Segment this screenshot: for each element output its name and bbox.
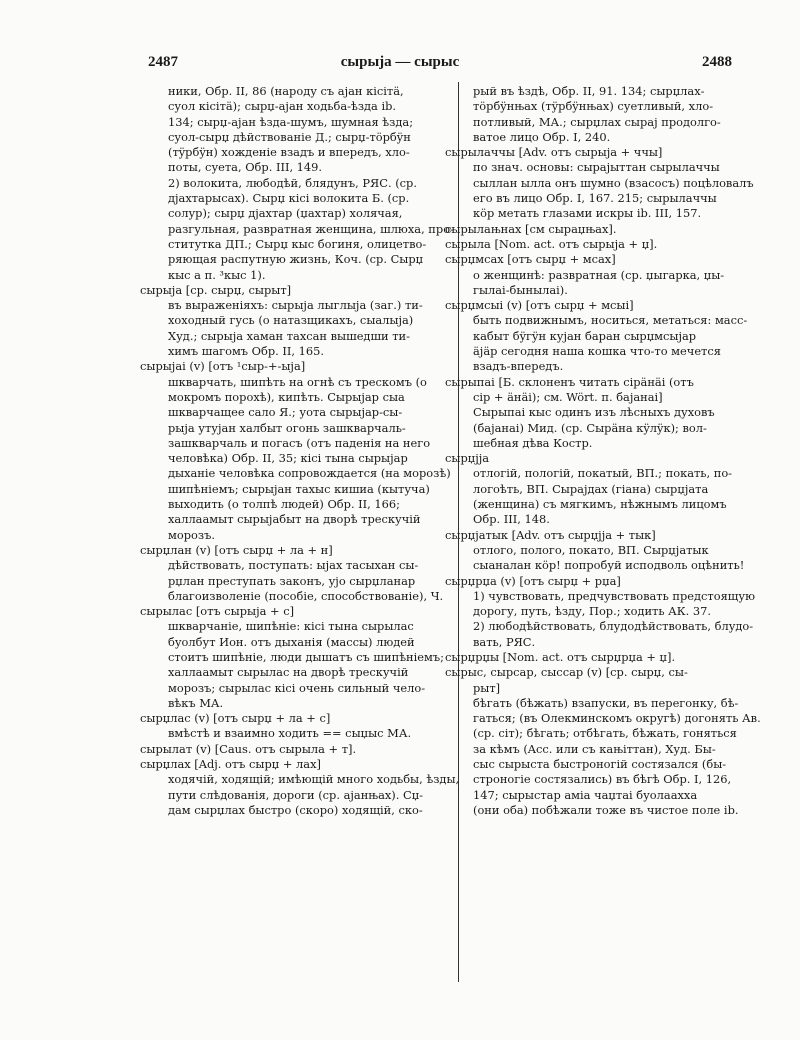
text-line: сырыпаi [Б. склоненъ читать сiрäнäi (отъ <box>445 374 694 389</box>
text-line: сырыја [ср. сырџ, сырыт] <box>140 282 292 297</box>
text-line: ходячiй, ходящiй; имѣющiй много ходьбы, ѣзды, <box>168 772 460 787</box>
text-line: халлаамыт сырыјабыт на дворѣ трескучiй <box>168 512 421 527</box>
text-line: (женщина) съ мягкимъ, нѣжнымъ лицомъ <box>473 497 727 512</box>
text-line: ряющая распутную жизнь, Коч. (ср. Сырџ <box>168 252 424 267</box>
text-line: шкварчать, шипѣть на огнѣ съ трескомъ (о <box>168 374 427 389</box>
text-line: гылаi-бынылаi). <box>473 282 568 297</box>
text-line: кабыт бÿгÿн кујан баран сырџмсыјар <box>473 328 697 343</box>
text-line: 147; сырыстар амiа чаџтаi буолаахха <box>473 787 698 802</box>
text-line: рыја утујан халбыт огонь зашкварчаль- <box>168 420 406 435</box>
text-line: морозъ. <box>168 527 215 542</box>
text-line: ститутка ДП.; Сырџ кыс богиня, олицетво- <box>168 236 427 251</box>
text-line: шкварчанiе, шипѣнiе: кiсi тына сырылас <box>168 619 414 634</box>
text-line: стоитъ шипѣнiе, люди дышатъ съ шипѣнiемъ; <box>168 649 444 664</box>
text-line: отлого, полого, покато, ВП. Сырџјатык <box>473 542 709 557</box>
text-line: сырџмсах [отъ сырџ + мсах] <box>445 252 616 267</box>
text-line: дјахтарысах). Сырџ кiсi волокита Б. (ср. <box>168 191 410 206</box>
text-line: суол кiсiтä); сырџ-ајан ходьба-ѣзда ib. <box>168 99 397 114</box>
text-line: сыаналан кöр! попробуй исподволь оцѣнить! <box>473 558 745 573</box>
text-line: сырџјатык [Adv. отъ сырџјја + тык] <box>445 527 656 542</box>
text-line: сырыс, сырсар, сыссар (v) [ср. сырџ, сы- <box>445 665 688 680</box>
text-line: рџлан преступать законъ, ујо сырџланар <box>168 573 416 588</box>
text-line: Сырыпаi кыс одинъ изъ лѣсныхъ духовъ <box>473 405 715 420</box>
right-page-number: 2488 <box>702 54 732 70</box>
text-line: сырџрџа (v) [отъ сырџ + рџа] <box>445 573 621 588</box>
text-line: дѣйствовать, поступать: ыјах тасыхан сы- <box>168 558 419 573</box>
text-line: (ср. сiт); бѣгать; отбѣгать, бѣжать, гоняться <box>473 726 737 741</box>
text-line: быть подвижнымъ, носиться, метаться: масс- <box>473 313 748 328</box>
text-line: сырыјаi (v) [отъ ¹сыр-+-ыја] <box>140 359 306 374</box>
text-line: суол-сырџ дѣйствованiе Д.; сырџ-тöрбÿн <box>168 129 411 144</box>
text-line: мокромъ порохѣ), кипѣть. Сырыјар сыа <box>168 389 405 404</box>
text-line: дам сырџлах быстро (скоро) ходящiй, ско- <box>168 802 423 817</box>
text-line: ватое лицо Обр. I, 240. <box>473 129 611 144</box>
text-line: тöрбÿнњах (тÿрбÿнњах) суетливый, хло- <box>473 99 714 114</box>
left-column <box>140 84 460 818</box>
text-line: за кѣмъ (Acc. или съ кањiттан), Худ. Бы- <box>473 741 716 756</box>
text-line: сырылањнах [см сыраџњах]. <box>445 221 617 236</box>
text-line: (они оба) побѣжали тоже въ чистое поле ib. <box>473 802 739 817</box>
text-line: отлогiй, пологiй, покатый, ВП.; покать, по- <box>473 466 733 481</box>
text-line: разгульная, развратная женщина, шлюха, про- <box>168 221 454 236</box>
text-line: гаться; (въ Олекминскомъ округѣ) догонять Ав. <box>473 711 761 726</box>
text-line: сырџрџы [Nom. act. отъ сырџрџа + џ]. <box>445 649 676 664</box>
text-line: сырыла [Nom. act. отъ сырыја + џ]. <box>445 236 658 251</box>
text-line: его въ лицо Обр. I, 167. 215; сырылаччы <box>473 191 717 206</box>
text-line: благоизволенiе (пособiе, способствованiе), Ч. <box>168 588 444 603</box>
text-line: сырџлан (v) [отъ сырџ + ла + н] <box>140 542 333 557</box>
text-line: 134; сырџ-ајан ѣзда-шумъ, шумная ѣзда; <box>168 114 414 129</box>
text-line: 1) чувствовать, предчувствовать предстоящую <box>473 588 755 603</box>
text-line: пути слѣдованiя, дороги (ср. ајанњах). Сџ- <box>168 787 424 802</box>
running-head-title: сырыја — сырыс <box>340 54 460 70</box>
text-line: солур); сырџ дјахтар (џахтар) холячая, <box>168 206 403 221</box>
text-line: шипѣнiемъ; сырыјан тахыс кишиа (кытуча) <box>168 481 430 496</box>
text-line: сырылат (v) [Caus. отъ сырыла + т]. <box>140 741 357 756</box>
text-line: вмѣстѣ и взаимно ходить == сыџыс МА. <box>168 726 412 741</box>
text-line: бѣгать (бѣжать) взапуски, въ перегонку, бѣ- <box>473 695 739 710</box>
text-line: халлаамыт сырылас на дворѣ трескучiй <box>168 665 409 680</box>
text-line: (тÿрбÿн) хожденiе взадъ и впередъ, хло- <box>168 145 410 160</box>
text-line: хоходный гусь (о натазщикахъ, сыалыја) <box>168 313 414 328</box>
text-line: 2) любодѣйствовать, блудодѣйствовать, блудо- <box>473 619 754 634</box>
text-line: сырџјја <box>445 451 490 466</box>
text-line: сiр + äнäi); см. Wört. п. бајанаi] <box>473 389 663 404</box>
text-line: кыс а п. ³кыс 1). <box>168 267 266 282</box>
text-line: потливый, МА.; сырџлах сырај продолго- <box>473 114 721 129</box>
text-line: (бајанаi) Мид. (ср. Сырäна кÿлÿк); вол- <box>473 420 707 435</box>
text-line: сыс сырыста быстроногiй состязался (бы- <box>473 757 727 772</box>
text-line: сырџлас (v) [отъ сырџ + ла + с] <box>140 711 331 726</box>
text-line: вѣкъ МА. <box>168 695 224 710</box>
text-line: строногiе состязались) въ бѣгѣ Обр. I, 126, <box>473 772 732 787</box>
text-line: ники, Обр. II, 86 (народу съ ајан кiсiтä, <box>168 84 404 98</box>
text-line: вать, РЯС. <box>473 634 536 649</box>
text-line: шкварчащее сало Я.; уота сырыјар-сы- <box>168 405 403 420</box>
text-line: зашкварчаль и погасъ (отъ паденiя на него <box>168 435 431 450</box>
text-line: сырџлах [Adj. отъ сырџ + лах] <box>140 757 321 772</box>
text-line: человѣка) Обр. II, 35; кiсi тына сырыјар <box>168 451 408 466</box>
text-line: дыханiе человѣка сопровождается (на морозѣ) <box>168 466 451 481</box>
text-line: Обр. III, 148. <box>473 512 550 527</box>
text-line: рыт] <box>473 680 501 695</box>
text-line: поты, суета, Обр. III, 149. <box>168 160 323 175</box>
text-line: 2) волокита, любодѣй, блядунъ, РЯС. (ср. <box>168 175 417 190</box>
text-line: морозъ; сырылас кiсi очень сильный чело- <box>168 680 426 695</box>
left-page-number: 2487 <box>148 54 178 70</box>
text-line: шебная дѣва Костр. <box>473 435 593 450</box>
text-line: сырџмсыi (v) [отъ сырџ + мсыi] <box>445 298 634 313</box>
text-line: о женщинѣ: развратная (ср. џыгарка, џы- <box>473 267 725 282</box>
text-line: сыллан ылла онъ шумно (взасосъ) поцѣловалъ <box>473 175 754 190</box>
text-line: кöр метать глазами искры ib. III, 157. <box>473 206 702 221</box>
text-line: химъ шагомъ Обр. II, 165. <box>168 344 325 359</box>
text-line: взадъ-впередъ. <box>473 359 564 374</box>
text-line: рый въ ѣздѣ, Обр. II, 91. 134; сырџлах- <box>473 84 705 98</box>
text-line: Худ.; сырыја хаман тахсан вышедши ти- <box>168 328 410 343</box>
text-line: буолбут Ион. отъ дыханiя (массы) людей <box>168 634 415 649</box>
text-line: по знач. основы: сырајыттан сырылаччы <box>473 160 720 175</box>
text-line: логоѣть, ВП. Сыраjдах (гiана) сырџјата <box>473 481 709 496</box>
text-line: въ выраженiяхъ: сырыја лыглыја (заг.) ти- <box>168 298 423 313</box>
page-header <box>0 46 800 76</box>
text-line: сырылаччы [Adv. отъ сырыја + ччы] <box>445 145 663 160</box>
text-line: выходить (о толпѣ людей) Обр. II, 166; <box>168 497 401 512</box>
right-column <box>445 84 761 818</box>
text-line: сырылас [отъ сырыја + с] <box>140 604 295 619</box>
text-line: äјäр сегодня наша кошка что-то мечется <box>473 344 721 359</box>
text-line: дорогу, путь, ѣзду, Пор.; ходить АК. 37. <box>473 604 711 619</box>
